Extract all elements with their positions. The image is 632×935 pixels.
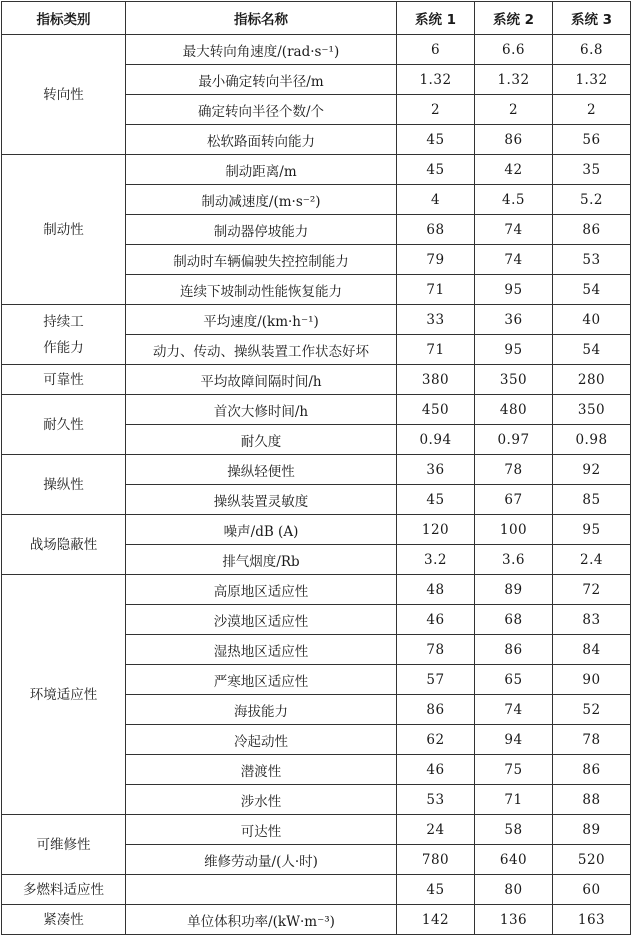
indicator-name-cell: 平均故障间隔时间/h xyxy=(126,365,397,395)
header-indicator-name: 指标名称 xyxy=(126,2,397,35)
system-1-value-cell: 46 xyxy=(397,755,475,785)
system-3-value-cell: 350 xyxy=(553,395,631,425)
indicator-name-cell: 湿热地区适应性 xyxy=(126,635,397,665)
system-1-value-cell: 3.2 xyxy=(397,545,475,575)
system-3-value-cell: 280 xyxy=(553,365,631,395)
system-2-value-cell: 86 xyxy=(475,635,553,665)
system-1-value-cell: 45 xyxy=(397,155,475,185)
system-1-value-cell: 4 xyxy=(397,185,475,215)
indicator-name-cell: 制动减速度/(m·s⁻²) xyxy=(126,185,397,215)
category-cell: 可靠性 xyxy=(2,365,126,395)
header-system-2: 系统 2 xyxy=(475,2,553,35)
system-1-value-cell: 780 xyxy=(397,845,475,875)
system-2-value-cell: 71 xyxy=(475,785,553,815)
indicator-name-cell: 动力、传动、操纵装置工作状态好坏 xyxy=(126,335,397,365)
indicator-name-cell: 制动器停坡能力 xyxy=(126,215,397,245)
system-2-value-cell: 640 xyxy=(475,845,553,875)
system-3-value-cell: 163 xyxy=(553,905,631,935)
system-1-value-cell: 120 xyxy=(397,515,475,545)
category-cell: 战场隐蔽性 xyxy=(2,515,126,575)
system-2-value-cell: 0.97 xyxy=(475,425,553,455)
system-1-value-cell: 24 xyxy=(397,815,475,845)
indicator-name-cell: 平均速度/(km·h⁻¹) xyxy=(126,305,397,335)
system-2-value-cell: 480 xyxy=(475,395,553,425)
system-2-value-cell: 74 xyxy=(475,245,553,275)
system-1-value-cell: 33 xyxy=(397,305,475,335)
system-3-value-cell: 54 xyxy=(553,275,631,305)
system-1-value-cell: 46 xyxy=(397,605,475,635)
system-1-value-cell: 62 xyxy=(397,725,475,755)
system-1-value-cell: 0.94 xyxy=(397,425,475,455)
system-2-value-cell: 95 xyxy=(475,275,553,305)
indicator-name-cell: 维修劳动量/(人·时) xyxy=(126,845,397,875)
indicator-name-cell: 沙漠地区适应性 xyxy=(126,605,397,635)
system-3-value-cell: 2 xyxy=(553,95,631,125)
system-2-value-cell: 75 xyxy=(475,755,553,785)
system-3-value-cell: 6.8 xyxy=(553,35,631,65)
category-cell: 制动性 xyxy=(2,155,126,305)
category-cell: 环境适应性 xyxy=(2,575,126,815)
indicator-name-cell: 首次大修时间/h xyxy=(126,395,397,425)
category-cell: 多燃料适应性 xyxy=(2,875,126,905)
category-cell: 转向性 xyxy=(2,35,126,155)
indicator-name-cell: 噪声/dB (A) xyxy=(126,515,397,545)
table-row xyxy=(2,365,631,395)
system-3-value-cell: 86 xyxy=(553,755,631,785)
system-1-value-cell: 2 xyxy=(397,95,475,125)
table-row xyxy=(2,395,631,425)
system-3-value-cell: 78 xyxy=(553,725,631,755)
indicator-name-cell: 最小确定转向半径/m xyxy=(126,65,397,95)
system-3-value-cell: 92 xyxy=(553,455,631,485)
indicator-name-cell: 制动距离/m xyxy=(126,155,397,185)
system-1-value-cell: 1.32 xyxy=(397,65,475,95)
system-3-value-cell: 60 xyxy=(553,875,631,905)
system-2-value-cell: 86 xyxy=(475,125,553,155)
system-2-value-cell: 2 xyxy=(475,95,553,125)
system-3-value-cell: 2.4 xyxy=(553,545,631,575)
system-1-value-cell: 68 xyxy=(397,215,475,245)
indicator-name-cell: 潜渡性 xyxy=(126,755,397,785)
system-3-value-cell: 53 xyxy=(553,245,631,275)
system-3-value-cell: 84 xyxy=(553,635,631,665)
table-row xyxy=(2,515,631,545)
table-row xyxy=(2,305,631,335)
system-3-value-cell: 40 xyxy=(553,305,631,335)
system-2-value-cell: 350 xyxy=(475,365,553,395)
system-1-value-cell: 53 xyxy=(397,785,475,815)
system-3-value-cell: 0.98 xyxy=(553,425,631,455)
system-1-value-cell: 36 xyxy=(397,455,475,485)
indicator-name-cell xyxy=(126,875,397,905)
system-3-value-cell: 56 xyxy=(553,125,631,155)
indicator-name-cell: 操纵装置灵敏度 xyxy=(126,485,397,515)
indicator-name-cell: 高原地区适应性 xyxy=(126,575,397,605)
header-system-3: 系统 3 xyxy=(553,2,631,35)
system-2-value-cell: 80 xyxy=(475,875,553,905)
table-body xyxy=(2,35,631,935)
system-2-value-cell: 67 xyxy=(475,485,553,515)
system-2-value-cell: 95 xyxy=(475,335,553,365)
indicator-name-cell: 确定转向半径个数/个 xyxy=(126,95,397,125)
table-row xyxy=(2,905,631,935)
system-2-value-cell: 1.32 xyxy=(475,65,553,95)
indicator-name-cell: 冷起动性 xyxy=(126,725,397,755)
system-2-value-cell: 74 xyxy=(475,695,553,725)
system-3-value-cell: 35 xyxy=(553,155,631,185)
system-1-value-cell: 86 xyxy=(397,695,475,725)
system-1-value-cell: 79 xyxy=(397,245,475,275)
system-3-value-cell: 54 xyxy=(553,335,631,365)
system-3-value-cell: 52 xyxy=(553,695,631,725)
system-2-value-cell: 100 xyxy=(475,515,553,545)
system-1-value-cell: 71 xyxy=(397,275,475,305)
category-cell: 操纵性 xyxy=(2,455,126,515)
table-row xyxy=(2,35,631,65)
system-2-value-cell: 89 xyxy=(475,575,553,605)
system-1-value-cell: 6 xyxy=(397,35,475,65)
indicator-name-cell: 严寒地区适应性 xyxy=(126,665,397,695)
system-2-value-cell: 94 xyxy=(475,725,553,755)
category-cell: 紧凑性 xyxy=(2,905,126,935)
system-3-value-cell: 1.32 xyxy=(553,65,631,95)
system-3-value-cell: 5.2 xyxy=(553,185,631,215)
system-1-value-cell: 78 xyxy=(397,635,475,665)
system-2-value-cell: 42 xyxy=(475,155,553,185)
system-2-value-cell: 68 xyxy=(475,605,553,635)
indicator-name-cell: 单位体积功率/(kW·m⁻³) xyxy=(126,905,397,935)
indicator-name-cell: 最大转向角速度/(rad·s⁻¹) xyxy=(126,35,397,65)
system-3-value-cell: 520 xyxy=(553,845,631,875)
system-3-value-cell: 86 xyxy=(553,215,631,245)
category-cell: 持续工 作能力 xyxy=(2,305,126,365)
indicator-name-cell: 制动时车辆偏驶失控控制能力 xyxy=(126,245,397,275)
table-row xyxy=(2,455,631,485)
indicator-name-cell: 可达性 xyxy=(126,815,397,845)
system-3-value-cell: 72 xyxy=(553,575,631,605)
system-1-value-cell: 45 xyxy=(397,485,475,515)
system-2-value-cell: 58 xyxy=(475,815,553,845)
indicator-name-cell: 耐久度 xyxy=(126,425,397,455)
system-1-value-cell: 450 xyxy=(397,395,475,425)
indicator-name-cell: 操纵轻便性 xyxy=(126,455,397,485)
system-3-value-cell: 95 xyxy=(553,515,631,545)
system-1-value-cell: 380 xyxy=(397,365,475,395)
header-category: 指标类别 xyxy=(2,2,126,35)
indicator-name-cell: 松软路面转向能力 xyxy=(126,125,397,155)
system-2-value-cell: 36 xyxy=(475,305,553,335)
system-2-value-cell: 65 xyxy=(475,665,553,695)
system-2-value-cell: 74 xyxy=(475,215,553,245)
system-2-value-cell: 136 xyxy=(475,905,553,935)
header-system-1: 系统 1 xyxy=(397,2,475,35)
table-row xyxy=(2,875,631,905)
system-1-value-cell: 71 xyxy=(397,335,475,365)
system-3-value-cell: 85 xyxy=(553,485,631,515)
category-cell: 可维修性 xyxy=(2,815,126,875)
table-row xyxy=(2,155,631,185)
table-row xyxy=(2,575,631,605)
indicator-name-cell: 连续下坡制动性能恢复能力 xyxy=(126,275,397,305)
system-1-value-cell: 57 xyxy=(397,665,475,695)
indicator-name-cell: 涉水性 xyxy=(126,785,397,815)
system-1-value-cell: 45 xyxy=(397,875,475,905)
table-row xyxy=(2,815,631,845)
system-2-value-cell: 78 xyxy=(475,455,553,485)
indicator-name-cell: 海拔能力 xyxy=(126,695,397,725)
system-2-value-cell: 6.6 xyxy=(475,35,553,65)
system-3-value-cell: 88 xyxy=(553,785,631,815)
system-1-value-cell: 142 xyxy=(397,905,475,935)
system-3-value-cell: 90 xyxy=(553,665,631,695)
category-cell: 耐久性 xyxy=(2,395,126,455)
system-3-value-cell: 83 xyxy=(553,605,631,635)
system-2-value-cell: 4.5 xyxy=(475,185,553,215)
indicator-table xyxy=(1,1,631,935)
system-1-value-cell: 48 xyxy=(397,575,475,605)
system-3-value-cell: 89 xyxy=(553,815,631,845)
system-2-value-cell: 3.6 xyxy=(475,545,553,575)
header-row xyxy=(2,2,631,35)
system-1-value-cell: 45 xyxy=(397,125,475,155)
indicator-name-cell: 排气烟度/Rb xyxy=(126,545,397,575)
